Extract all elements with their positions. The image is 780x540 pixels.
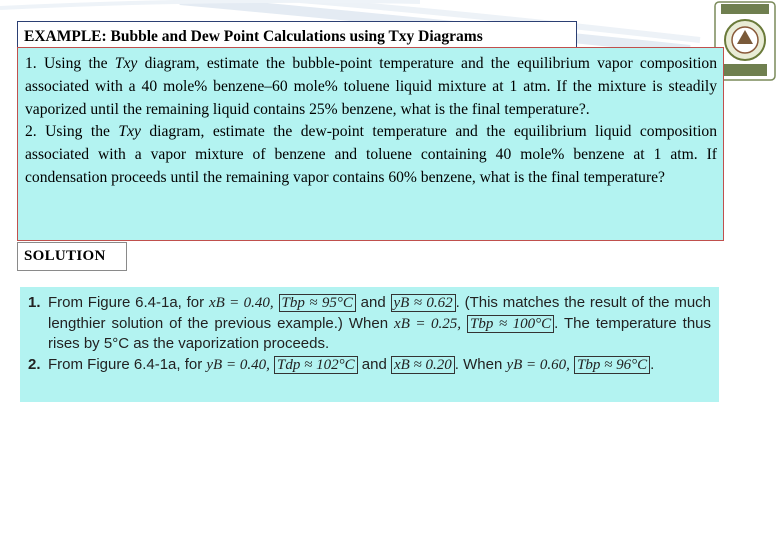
boxed-answer: xB ≈ 0.20 xyxy=(391,356,455,374)
xb-value: xB = 0.40, xyxy=(208,295,274,311)
solution-content xyxy=(20,287,719,402)
boxed-answer: yB ≈ 0.62 xyxy=(391,294,456,312)
boxed-answer: Tbp ≈ 100°C xyxy=(467,315,554,333)
problem-item-2: 2. Using the Txy diagram, estimate the dew-point temperature and the equilibrium liquid composition associated with a vapor mixture of benzene and toluene containing 40 mole% benzene at 1 atm. If condensation proceeds until the remaining vapor contains 60% benzene, what is the final temperature? xyxy=(25,123,717,186)
boxed-answer: Tdp ≈ 102°C xyxy=(274,356,358,374)
boxed-answer: Tbp ≈ 95°C xyxy=(279,294,356,312)
solution-item-2: 2. From Figure 6.4-1a, for yB = 0.40, Tdp ≈ 102°C and xB ≈ 0.20 . When yB = 0.60, Tbp ≈ 96°C . xyxy=(28,355,655,373)
problem-item-1: 1. Using the Txy diagram, estimate the bubble-point temperature and the equilibrium vapor composition associated with a 40 mole% benzene–60 mole% toluene liquid mixture at 1 atm. If the mixture is steadily vaporized until the remaining liquid contains 25% benzene, what is the final temperature?. xyxy=(25,55,717,118)
solution-label: SOLUTION xyxy=(17,242,127,271)
solution-item-1: 1. From Figure 6.4-1a, for xB = 0.40, Tbp ≈ 95°C and yB ≈ 0.62 . (This matches the result of the much lengthier solution of the previous example.) When xB = 0.25, Tbp ≈ 100°C . The temperature thus rises by 5°C as the vaporization proceeds. xyxy=(28,294,712,352)
problem-statement xyxy=(17,47,724,241)
page-title: EXAMPLE: Bubble and Dew Point Calculations using Txy Diagrams xyxy=(17,21,577,51)
boxed-answer: Tbp ≈ 96°C xyxy=(574,356,650,374)
